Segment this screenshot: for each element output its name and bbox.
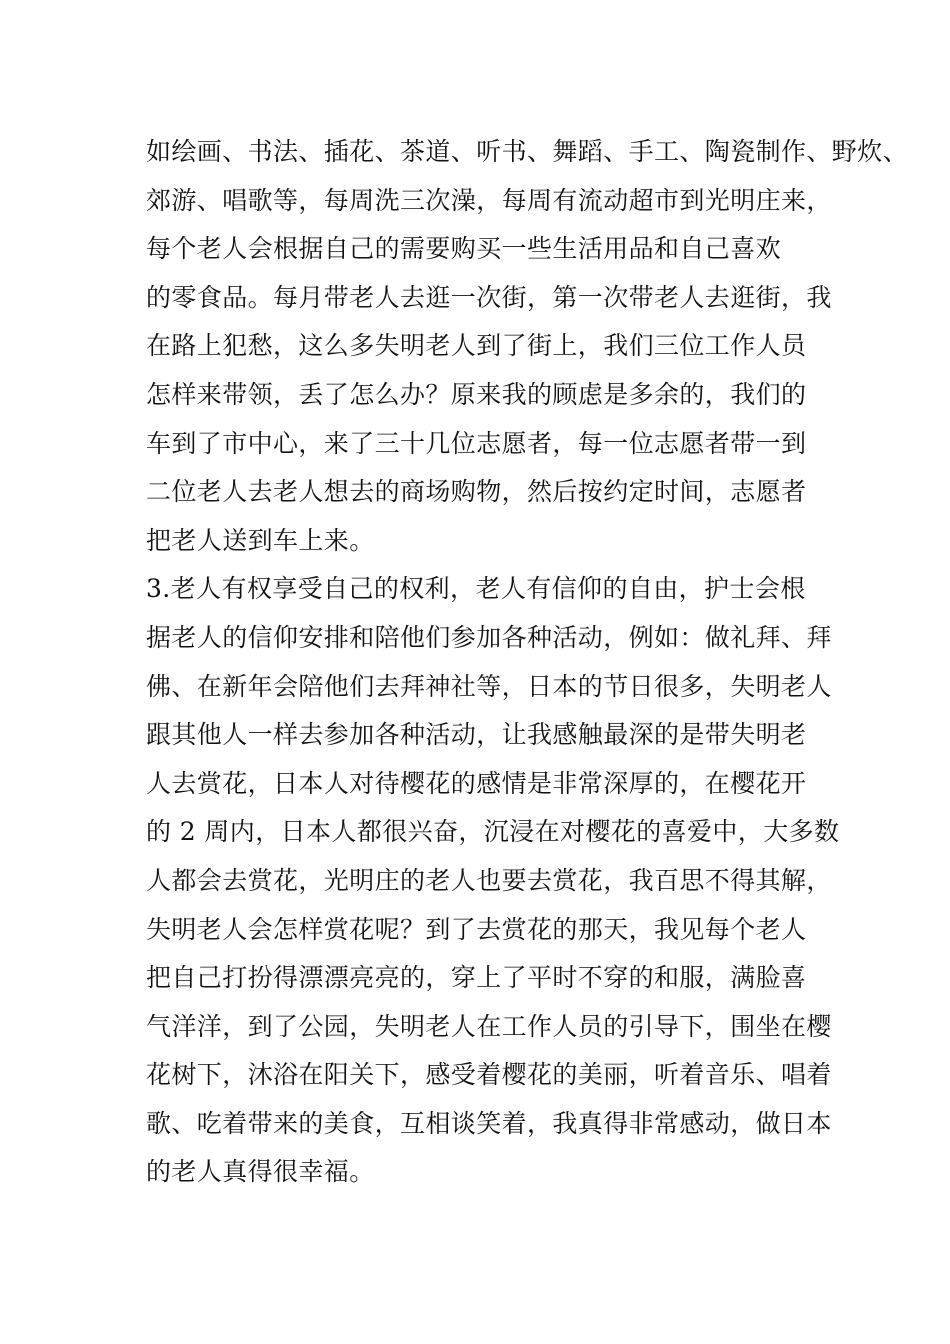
text-line: 歌、吃着带来的美食，互相谈笑着，我真得非常感动，做日本 (146, 1108, 832, 1138)
text-line: 二位老人去老人想去的商场购物，然后按约定时间，志愿者 (146, 477, 807, 507)
text-line: 人去赏花，日本人对待樱花的感情是非常深厚的，在樱花开 (146, 768, 807, 798)
text-line: 人都会去赏花，光明庄的老人也要去赏花，我百思不得其解， (146, 865, 832, 895)
text-line: 失明老人会怎样赏花呢？到了去赏花的那天，我见每个老人 (146, 914, 807, 944)
text-line: 的 2 周内，日本人都很兴奋，沉浸在对樱花的喜爱中，大多数 (146, 817, 840, 847)
text-line: 车到了市中心，来了三十几位志愿者，每一位志愿者带一到 (146, 428, 807, 458)
text-line: 如绘画、书法、插花、茶道、听书、舞蹈、手工、陶瓷制作、野炊、 (146, 137, 909, 166)
text-line: 怎样来带领，丢了怎么办？原来我的顾虑是多余的，我们的 (146, 379, 807, 409)
text-line: 每个老人会根据自己的需要购买一些生活用品和自己喜欢 (146, 234, 782, 264)
body-text (146, 128, 909, 1197)
text-line: 跟其他人一样去参加各种活动，让我感触最深的是带失明老 (146, 720, 807, 750)
text-line: 把老人送到车上来。 (146, 525, 375, 555)
text-line: 佛、在新年会陪他们去拜神社等，日本的节日很多，失明老人 (146, 671, 832, 701)
text-line: 据老人的信仰安排和陪他们参加各种活动，例如：做礼拜、拜 (146, 622, 832, 652)
text-line: 把自己打扮得漂漂亮亮的，穿上了平时不穿的和服，满脸喜 (146, 963, 807, 993)
text-line: 郊游、唱歌等，每周洗三次澡，每周有流动超市到光明庄来， (146, 185, 832, 215)
text-line: 气洋洋，到了公园，失明老人在工作人员的引导下，围坐在樱 (146, 1011, 832, 1041)
text-line: 花树下，沐浴在阳关下，感受着樱花的美丽，听着音乐、唱着 (146, 1060, 832, 1090)
text-line: 在路上犯愁，这么多失明老人到了街上，我们三位工作人员 (146, 331, 807, 361)
text-line: 的零食品。每月带老人去逛一次街，第一次带老人去逛街，我 (146, 282, 832, 312)
text-line: 3.老人有权享受自己的权利，老人有信仰的自由，护士会根 (146, 574, 806, 604)
text-line: 的老人真得很幸福。 (146, 1157, 375, 1187)
